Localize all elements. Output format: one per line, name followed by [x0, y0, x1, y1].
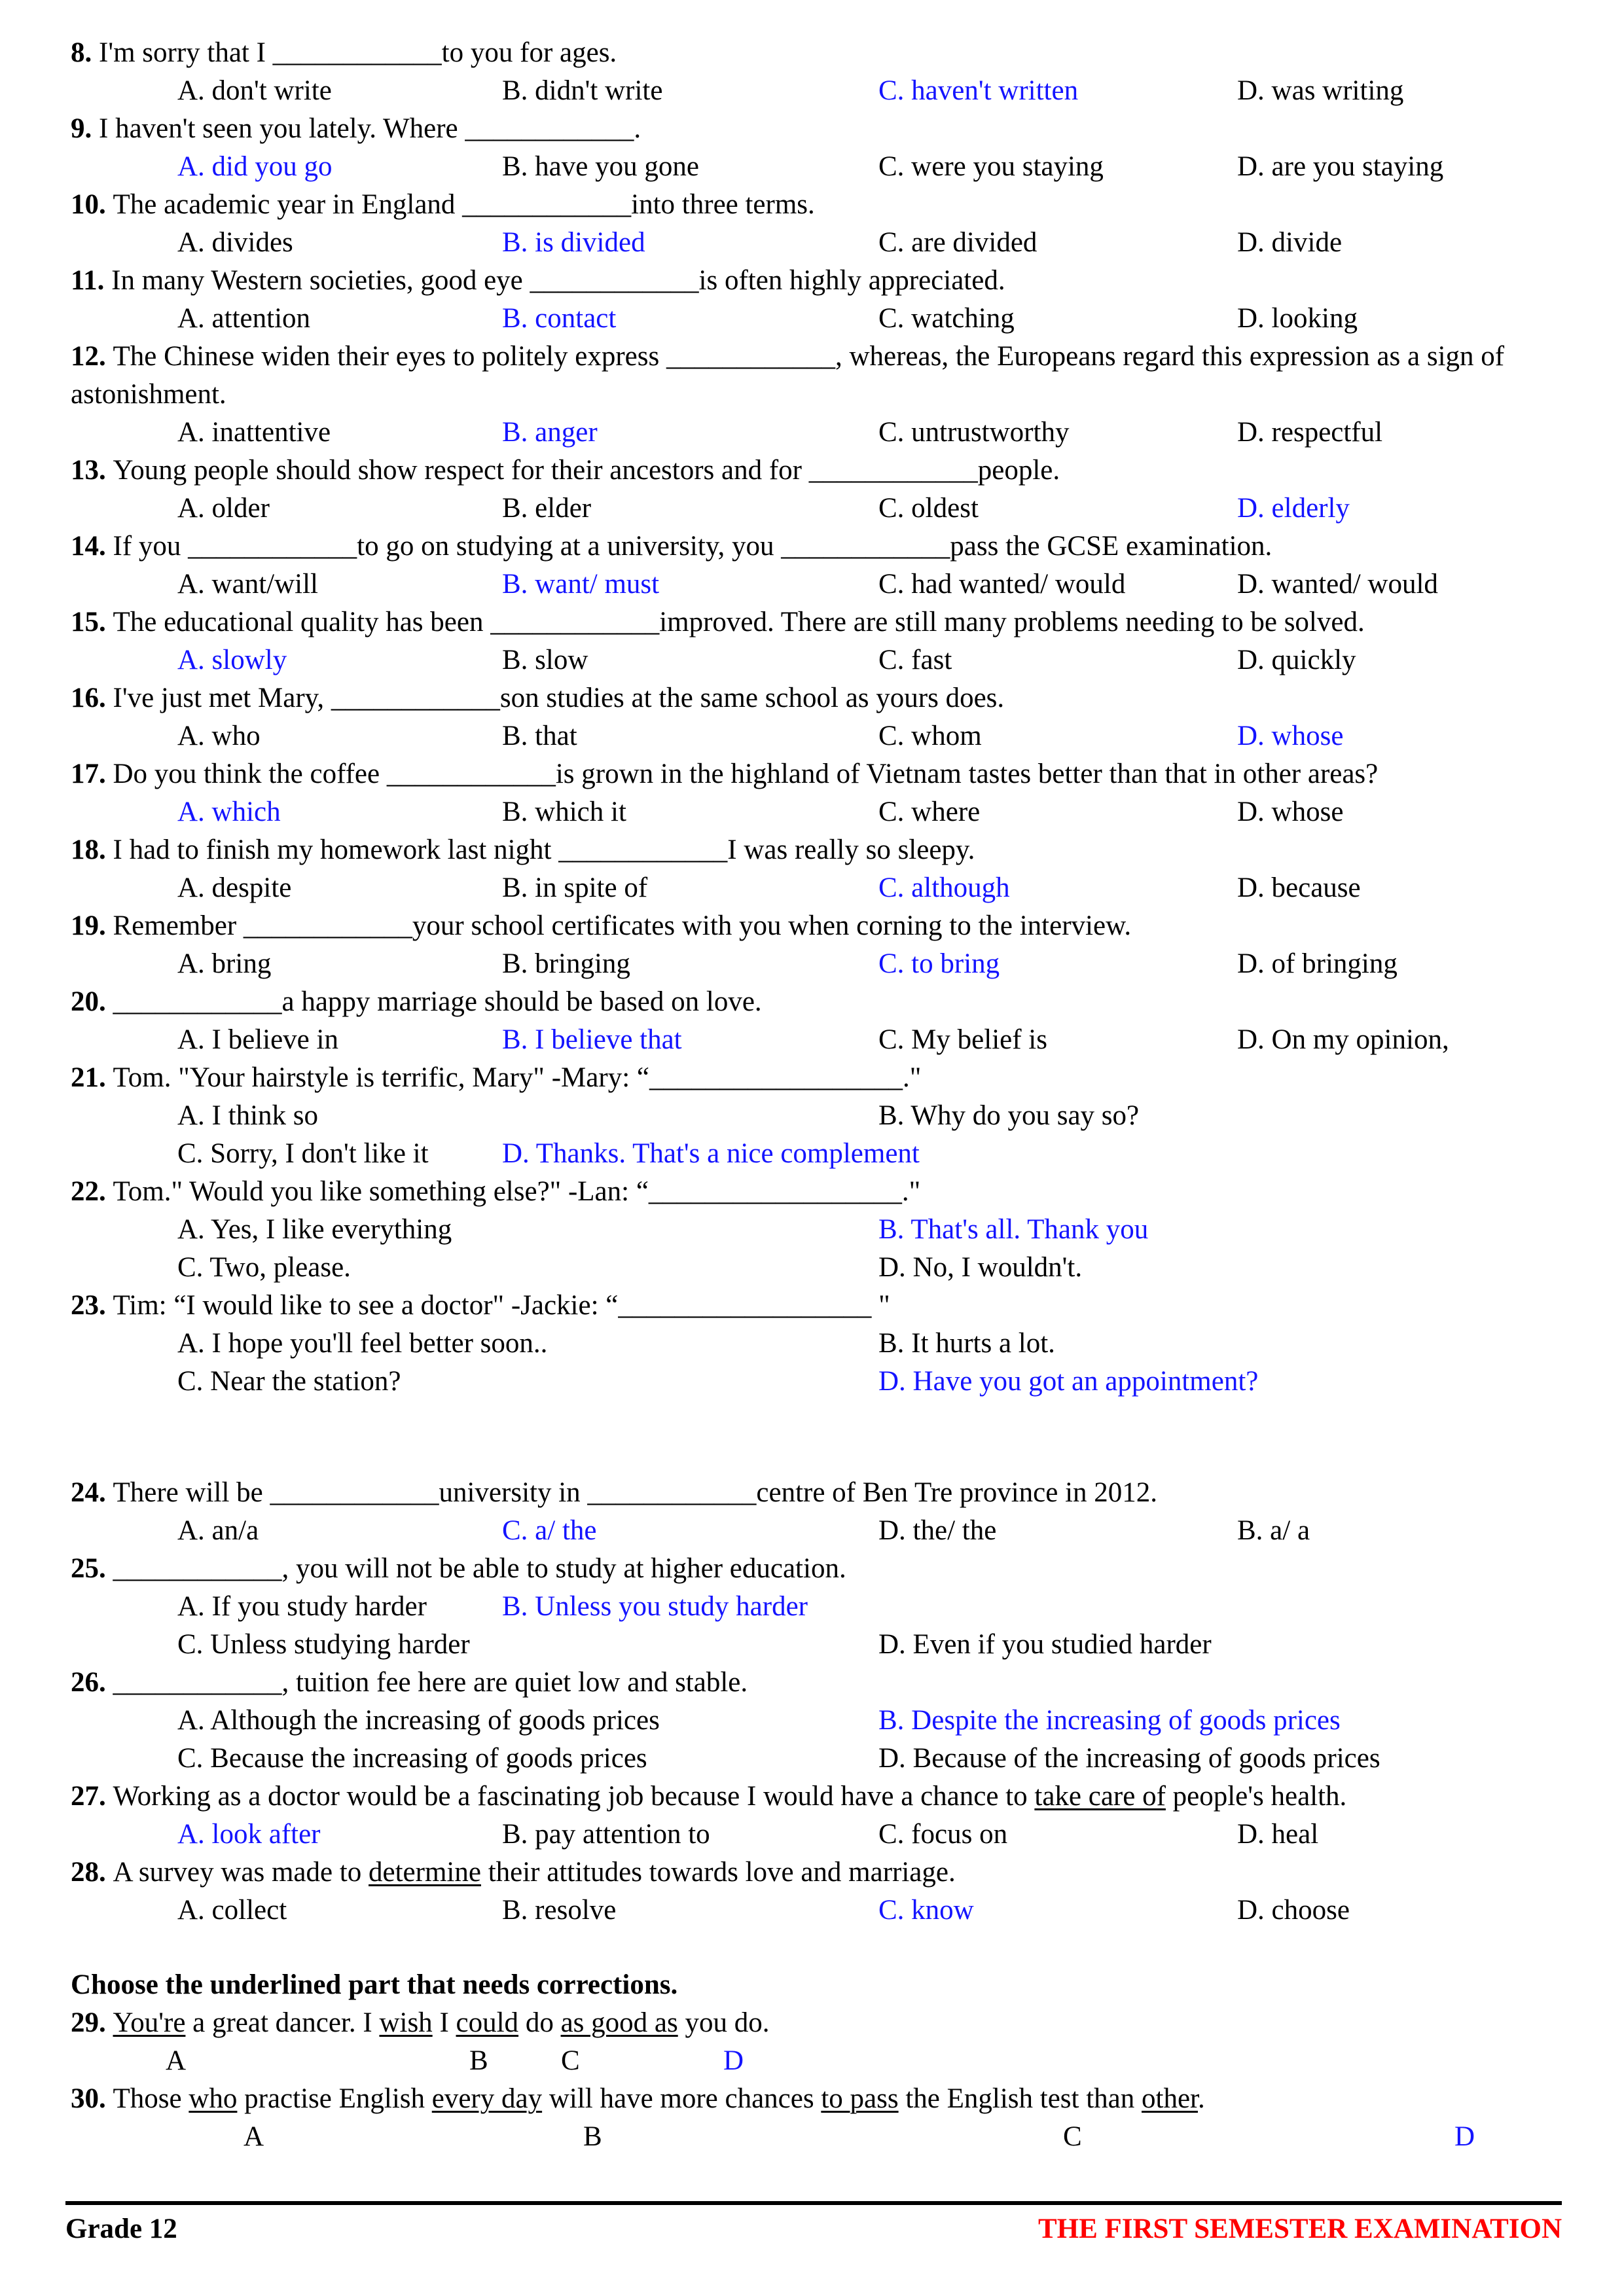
question-25: [0, 1550, 1624, 1664]
stem-text: ____________, tuition fee here are quiet low and stable.: [113, 1667, 748, 1698]
option-12-A: A. inattentive: [177, 417, 331, 448]
question-stem: [71, 983, 1562, 1021]
options-row: [0, 869, 1624, 907]
option-22-D: D. No, I wouldn't.: [878, 1252, 1083, 1283]
question-number: 16.: [71, 683, 113, 713]
question-stem: [71, 2004, 1562, 2042]
stem-text: Young people should show respect for their ancestors and for ____________people.: [113, 455, 1060, 486]
question-stem: [71, 2080, 1562, 2118]
question-stem: [71, 1173, 1562, 1211]
question-number: 24.: [71, 1477, 113, 1508]
question-number: 26.: [71, 1667, 113, 1698]
stem-text: the English test than: [898, 2083, 1142, 2114]
stem-text: If you ____________to go on studying at a university, you ____________pass the GCSE examination.: [113, 531, 1272, 562]
option-19-C: C. to bring: [878, 948, 1000, 979]
stem-text: do: [518, 2007, 561, 2038]
question-23: [0, 1287, 1624, 1401]
option-11-D: D. looking: [1237, 303, 1358, 334]
option-24-B: B. a/ a: [1237, 1515, 1310, 1546]
option-22-C: C. Two, please.: [177, 1252, 351, 1283]
option-18-D: D. because: [1237, 872, 1361, 903]
options-row: [0, 1512, 1624, 1550]
question-10: [0, 186, 1624, 262]
option-11-A: A. attention: [177, 303, 311, 334]
question-29: [0, 2004, 1624, 2080]
option-26-C: C. Because the increasing of goods prices: [177, 1743, 647, 1774]
option-18-A: A. despite: [177, 872, 292, 903]
option-21-A: A. I think so: [177, 1100, 318, 1131]
stem-text: In many Western societies, good eye ____________is often highly appreciated.: [111, 265, 1005, 296]
option-28-A: A. collect: [177, 1895, 287, 1926]
question-stem: [71, 34, 1562, 72]
question-stem: [71, 186, 1562, 224]
question-stem: [71, 831, 1562, 869]
question-list-main: [0, 34, 1624, 1929]
underlined-text: You're: [113, 2007, 186, 2038]
option-16-C: C. whom: [878, 721, 982, 751]
stem-text: The educational quality has been ____________improved. There are still many problems needing to be solved.: [113, 607, 1365, 637]
underlined-text: take care of: [1034, 1781, 1166, 1812]
stem-text: I haven't seen you lately. Where ____________.: [99, 113, 641, 144]
option-23-D: D. Have you got an appointment?: [878, 1366, 1259, 1397]
stem-text: The Chinese widen their eyes to politely express ____________, whereas, the Europeans regard this expression as a sign of astonishment.: [71, 341, 1505, 410]
options-row: [0, 300, 1624, 338]
stem-text: a great dancer. I: [185, 2007, 380, 2038]
question-number: 9.: [71, 113, 99, 144]
question-stem: [71, 262, 1562, 300]
options-row: [0, 148, 1624, 186]
options-row: [0, 793, 1624, 831]
question-30: [0, 2080, 1624, 2156]
stem-text: their attitudes towards love and marriage.: [480, 1857, 956, 1888]
question-stem: [71, 528, 1562, 565]
option-29-C: C: [561, 2045, 580, 2076]
options-row: [0, 2042, 1624, 2080]
option-8-D: D. was writing: [1237, 75, 1404, 106]
option-20-A: A. I believe in: [177, 1024, 338, 1055]
question-stem: [71, 1474, 1562, 1512]
option-8-A: A. don't write: [177, 75, 332, 106]
corrections-heading: Choose the underlined part that needs corrections.: [71, 1969, 678, 2000]
option-23-C: C. Near the station?: [177, 1366, 401, 1397]
question-26: [0, 1664, 1624, 1778]
underlined-text: could: [456, 2007, 519, 2038]
question-18: [0, 831, 1624, 907]
option-25-B: B. Unless you study harder: [502, 1591, 808, 1622]
question-27: [0, 1778, 1624, 1854]
question-number: 23.: [71, 1290, 113, 1321]
options-row: [0, 224, 1624, 262]
option-13-D: D. elderly: [1237, 493, 1350, 524]
stem-text: Tom." Would you like something else?" -Lan: “__________________.": [113, 1176, 921, 1207]
question-stem: [71, 679, 1562, 717]
options-row: [0, 1626, 1624, 1664]
option-23-A: A. I hope you'll feel better soon..: [177, 1328, 548, 1359]
option-18-C: C. although: [878, 872, 1010, 903]
question-number: 20.: [71, 986, 113, 1017]
options-row: [0, 1892, 1624, 1929]
underlined-text: determine: [369, 1857, 481, 1888]
question-15: [0, 603, 1624, 679]
question-number: 27.: [71, 1781, 113, 1812]
question-stem: [71, 755, 1562, 793]
page-footer: [65, 2201, 1562, 2248]
stem-text: will have more chances: [542, 2083, 821, 2114]
option-25-A: A. If you study harder: [177, 1591, 427, 1622]
options-row: [0, 1363, 1624, 1401]
question-stem: [71, 452, 1562, 490]
underlined-text: every day: [431, 2083, 543, 2114]
option-10-A: A. divides: [177, 227, 293, 258]
option-29-D: D: [723, 2045, 744, 2076]
stem-text: Do you think the coffee ____________is grown in the highland of Vietnam tastes better than that in other areas?: [113, 759, 1379, 789]
footer-grade-label: Grade 12: [65, 2214, 177, 2244]
stem-text: Working as a doctor would be a fascinating job because I would have a chance to: [113, 1781, 1035, 1812]
underlined-text: as good as: [560, 2007, 678, 2038]
option-22-A: A. Yes, I like everything: [177, 1214, 452, 1245]
option-21-B: B. Why do you say so?: [878, 1100, 1140, 1131]
option-17-C: C. where: [878, 797, 981, 827]
option-18-B: B. in spite of: [502, 872, 648, 903]
stem-text: ____________, you will not be able to study at higher education.: [113, 1553, 846, 1584]
option-11-C: C. watching: [878, 303, 1015, 334]
question-21: [0, 1059, 1624, 1173]
options-row: [0, 1249, 1624, 1287]
options-row: [0, 1211, 1624, 1249]
question-28: [0, 1854, 1624, 1929]
option-15-D: D. quickly: [1237, 645, 1356, 675]
question-list-corrections: [0, 2004, 1624, 2156]
question-9: [0, 110, 1624, 186]
stem-text: practise English: [237, 2083, 432, 2114]
options-row: [0, 717, 1624, 755]
question-16: [0, 679, 1624, 755]
option-12-B: B. anger: [502, 417, 598, 448]
option-14-C: C. had wanted/ would: [878, 569, 1126, 600]
footer-exam-title: THE FIRST SEMESTER EXAMINATION: [1038, 2214, 1562, 2244]
option-27-B: B. pay attention to: [502, 1819, 710, 1850]
question-stem: [71, 338, 1562, 414]
question-stem: [71, 1287, 1562, 1325]
option-12-C: C. untrustworthy: [878, 417, 1070, 448]
question-stem: [71, 1664, 1562, 1702]
stem-text: I'm sorry that I ____________to you for ages.: [99, 37, 617, 68]
options-row: [0, 414, 1624, 452]
question-stem: [71, 907, 1562, 945]
question-22: [0, 1173, 1624, 1287]
option-8-C: C. haven't written: [878, 75, 1079, 106]
question-number: 14.: [71, 531, 113, 562]
question-number: 18.: [71, 834, 113, 865]
stem-text: people's health.: [1165, 1781, 1347, 1812]
option-28-B: B. resolve: [502, 1895, 617, 1926]
option-14-D: D. wanted/ would: [1237, 569, 1438, 600]
question-number: 10.: [71, 189, 113, 220]
question-14: [0, 528, 1624, 603]
option-22-B: B. That's all. Thank you: [878, 1214, 1149, 1245]
stem-text: Tim: “I would like to see a doctor" -Jackie: “__________________ ": [113, 1290, 890, 1321]
option-11-B: B. contact: [502, 303, 617, 334]
option-9-B: B. have you gone: [502, 151, 699, 182]
question-number: 8.: [71, 37, 99, 68]
question-number: 25.: [71, 1553, 113, 1584]
stem-text: you do.: [677, 2007, 770, 2038]
option-30-C: C: [1063, 2121, 1082, 2152]
question-24: [0, 1474, 1624, 1550]
option-27-C: C. focus on: [878, 1819, 1008, 1850]
option-25-C: C. Unless studying harder: [177, 1629, 470, 1660]
option-19-A: A. bring: [177, 948, 272, 979]
stem-text: Those: [113, 2083, 189, 2114]
question-11: [0, 262, 1624, 338]
stem-text: I had to finish my homework last night ____________I was really so sleepy.: [113, 834, 975, 865]
options-row: [0, 1135, 1624, 1173]
option-30-A: A: [244, 2121, 264, 2152]
stem-text: I: [432, 2007, 456, 2038]
option-19-B: B. bringing: [502, 948, 630, 979]
options-row: [0, 1588, 1624, 1626]
question-stem: [71, 1854, 1562, 1892]
options-row: [0, 1816, 1624, 1854]
option-24-C: C. a/ the: [502, 1515, 597, 1546]
question-8: [0, 34, 1624, 110]
options-row: [0, 490, 1624, 528]
option-19-D: D. of bringing: [1237, 948, 1398, 979]
option-27-D: D. heal: [1237, 1819, 1319, 1850]
option-20-B: B. I believe that: [502, 1024, 682, 1055]
underlined-text: other: [1142, 2083, 1198, 2114]
option-17-D: D. whose: [1237, 797, 1344, 827]
option-10-D: D. divide: [1237, 227, 1343, 258]
option-12-D: D. respectful: [1237, 417, 1383, 448]
stem-text: A survey was made to: [113, 1857, 369, 1888]
option-14-B: B. want/ must: [502, 569, 660, 600]
stem-text: Remember ____________your school certificates with you when corning to the interview.: [113, 910, 1132, 941]
question-number: 19.: [71, 910, 113, 941]
option-13-B: B. elder: [502, 493, 592, 524]
option-14-A: A. want/will: [177, 569, 318, 600]
question-number: 28.: [71, 1857, 113, 1888]
option-29-B: B: [469, 2045, 488, 2076]
option-9-A: A. did you go: [177, 151, 333, 182]
question-stem: [71, 110, 1562, 148]
question-number: 11.: [71, 265, 112, 296]
option-20-C: C. My belief is: [878, 1024, 1047, 1055]
option-26-D: D. Because of the increasing of goods prices: [878, 1743, 1380, 1774]
option-29-A: A: [166, 2045, 187, 2076]
option-23-B: B. It hurts a lot.: [878, 1328, 1055, 1359]
underlined-text: wish: [379, 2007, 433, 2038]
options-row: [0, 641, 1624, 679]
question-stem: [71, 1550, 1562, 1588]
question-stem: [71, 1059, 1562, 1097]
question-20: [0, 983, 1624, 1059]
options-row: [0, 1325, 1624, 1363]
option-13-C: C. oldest: [878, 493, 979, 524]
question-number: 30.: [71, 2083, 113, 2114]
question-stem: [71, 603, 1562, 641]
options-row: [0, 1702, 1624, 1740]
option-21-D: D. Thanks. That's a nice complement: [502, 1138, 920, 1169]
options-row: [0, 565, 1624, 603]
option-15-B: B. slow: [502, 645, 588, 675]
question-12: [0, 338, 1624, 452]
question-17: [0, 755, 1624, 831]
question-number: 21.: [71, 1062, 113, 1093]
option-9-D: D. are you staying: [1237, 151, 1444, 182]
stem-text: ____________a happy marriage should be based on love.: [113, 986, 762, 1017]
option-27-A: A. look after: [177, 1819, 321, 1850]
question-number: 17.: [71, 759, 113, 789]
stem-text: Tom. "Your hairstyle is terrific, Mary" -Mary: “__________________.": [113, 1062, 922, 1093]
stem-text: .: [1198, 2083, 1205, 2114]
question-number: 22.: [71, 1176, 113, 1207]
question-number: 13.: [71, 455, 113, 486]
options-row: [0, 1097, 1624, 1135]
option-25-D: D. Even if you studied harder: [878, 1629, 1212, 1660]
stem-text: There will be ____________university in ____________centre of Ben Tre province in 2012.: [113, 1477, 1158, 1508]
option-20-D: D. On my opinion,: [1237, 1024, 1449, 1055]
option-10-C: C. are divided: [878, 227, 1038, 258]
option-26-B: B. Despite the increasing of goods prices: [878, 1705, 1341, 1736]
option-17-B: B. which it: [502, 797, 626, 827]
option-28-C: C. know: [878, 1895, 974, 1926]
option-10-B: B. is divided: [502, 227, 645, 258]
option-16-B: B. that: [502, 721, 577, 751]
options-row: [0, 72, 1624, 110]
option-15-C: C. fast: [878, 645, 952, 675]
options-row: [0, 1740, 1624, 1778]
options-row: [0, 2118, 1624, 2156]
option-16-A: A. who: [177, 721, 261, 751]
question-19: [0, 907, 1624, 983]
underlined-text: who: [189, 2083, 238, 2114]
option-16-D: D. whose: [1237, 721, 1344, 751]
option-28-D: D. choose: [1237, 1895, 1350, 1926]
question-stem: [71, 1778, 1562, 1816]
option-21-C: C. Sorry, I don't like it: [177, 1138, 429, 1169]
option-13-A: A. older: [177, 493, 270, 524]
option-26-A: A. Although the increasing of goods prices: [177, 1705, 660, 1736]
stem-text: The academic year in England ____________into three terms.: [113, 189, 815, 220]
question-number: 12.: [71, 341, 113, 372]
options-row: [0, 945, 1624, 983]
option-8-B: B. didn't write: [502, 75, 663, 106]
underlined-text: to pass: [821, 2083, 899, 2114]
option-15-A: A. slowly: [177, 645, 287, 675]
options-row: [0, 1021, 1624, 1059]
question-13: [0, 452, 1624, 528]
question-number: 29.: [71, 2007, 113, 2038]
option-9-C: C. were you staying: [878, 151, 1104, 182]
option-30-D: D: [1454, 2121, 1475, 2152]
question-number: 15.: [71, 607, 113, 637]
option-17-A: A. which: [177, 797, 281, 827]
option-24-A: A. an/a: [177, 1515, 259, 1546]
stem-text: I've just met Mary, ____________son studies at the same school as yours does.: [113, 683, 1005, 713]
option-24-D: D. the/ the: [878, 1515, 997, 1546]
option-30-B: B: [583, 2121, 602, 2152]
